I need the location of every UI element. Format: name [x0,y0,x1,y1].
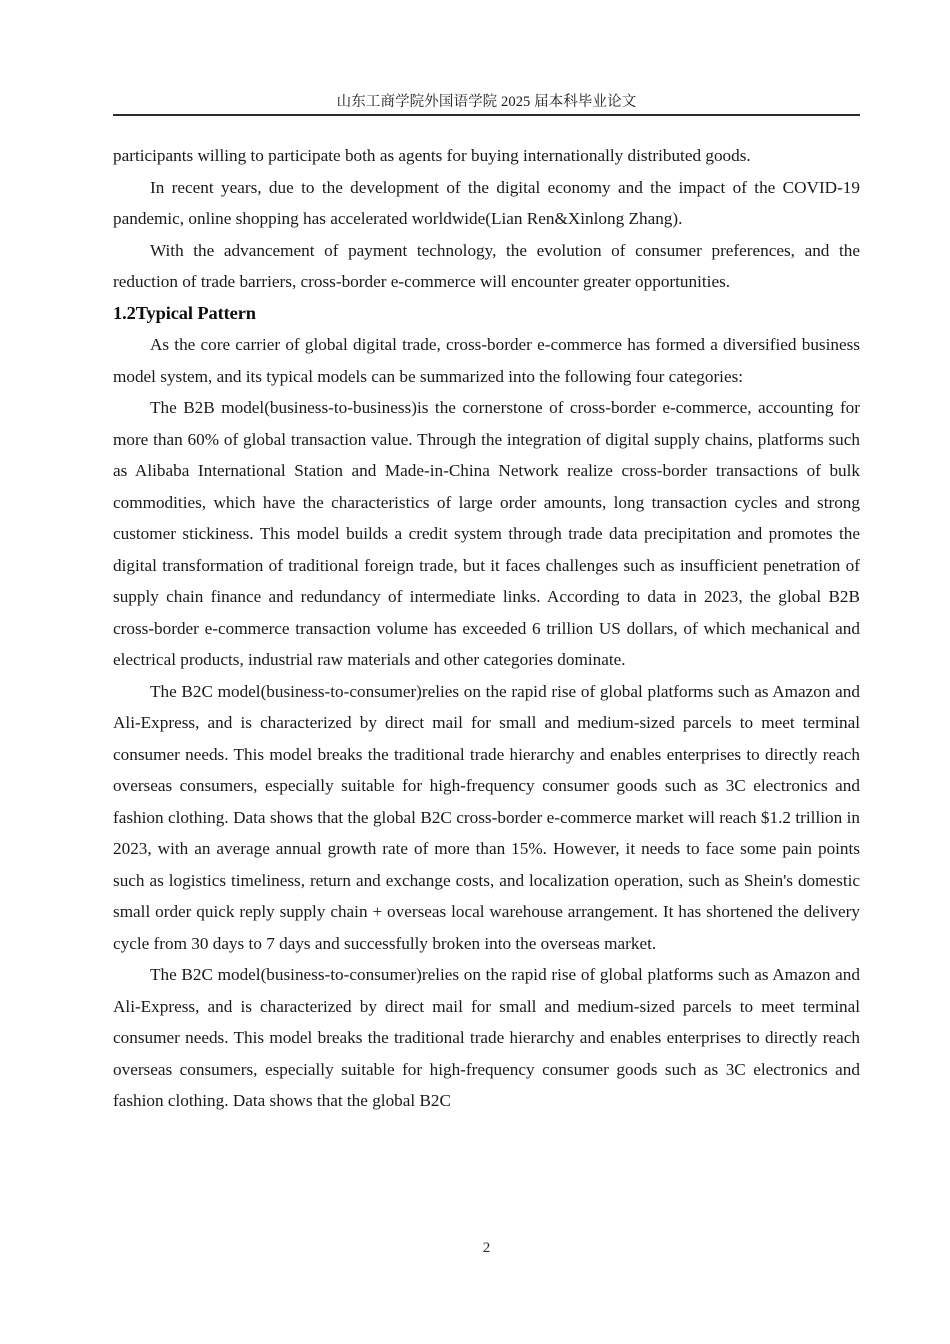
header-rule-divider [113,114,860,116]
section-heading-1-2: 1.2Typical Pattern [113,302,256,323]
body-paragraph: The B2C model(business-to-consumer)relies on the rapid rise of global platforms such as Amazon and Ali-Express, and is characterized by direct mail for small and medium-sized parcels to meet terminal consumer needs. This model breaks the traditional trade hierarchy and enables enterprises to directly reach overseas consumers, especially suitable for high-frequency consumer goods such as 3C electronics and fashion clothing. Data shows that the global B2C cross-border e-commerce market will reach $1.2 trillion in 2023, with an average annual growth rate of more than 15%. However, it needs to face some pain points such as logistics timeliness, return and exchange costs, and localization operation, such as Shein's domestic small order quick reply supply chain + overseas local warehouse arrangement. It has shortened the delivery cycle from 30 days to 7 days and successfully broken into the overseas market. [113,681,860,953]
body-paragraph: participants willing to participate both as agents for buying internationally distributed goods. [113,146,751,165]
body-paragraph: In recent years, due to the development of the digital economy and the impact of the COVID-19 pandemic, online shopping has accelerated worldwide(Lian Ren&Xinlong Zhang). [113,177,860,228]
body-paragraph: The B2B model(business-to-business)is the cornerstone of cross-border e-commerce, accounting for more than 60% of global transaction value. Through the integration of digital supply chains, platforms such as Alibaba International Station and Made-in-China Network realize cross-border transactions of bulk commodities, which have the characteristics of large order amounts, long transaction cycles and strong customer stickiness. This model builds a credit system through trade data precipitation and promotes the digital transformation of traditional foreign trade, but it faces challenges such as insufficient penetration of supply chain finance and redundancy of intermediate links. According to data in 2023, the global B2B cross-border e-commerce transaction volume has exceeded 6 trillion US dollars, of which mechanical and electrical products, industrial raw materials and other categories dominate. [113,398,860,669]
body-paragraph: The B2C model(business-to-consumer)relies on the rapid rise of global platforms such as Amazon and Ali-Express, and is characterized by direct mail for small and medium-sized parcels to meet terminal consumer needs. This model breaks the traditional trade hierarchy and enables enterprises to directly reach overseas consumers, especially suitable for high-frequency consumer goods such as 3C electronics and fashion clothing. Data shows that the global B2C [113,965,860,1110]
body-paragraph: As the core carrier of global digital trade, cross-border e-commerce has formed a diversified business model system, and its typical models can be summarized into the following four categories: [113,335,860,386]
running-header-title: 山东工商学院外国语学院 2025 届本科毕业论文 [336,94,637,110]
body-paragraph: With the advancement of payment technology, the evolution of consumer preferences, and the reduction of trade barriers, cross-border e-commerce will encounter greater opportunities. [113,240,860,291]
document-body [113,140,860,1117]
page-footer [113,1238,860,1258]
page-number: 2 [482,1240,491,1256]
running-header [113,92,860,124]
